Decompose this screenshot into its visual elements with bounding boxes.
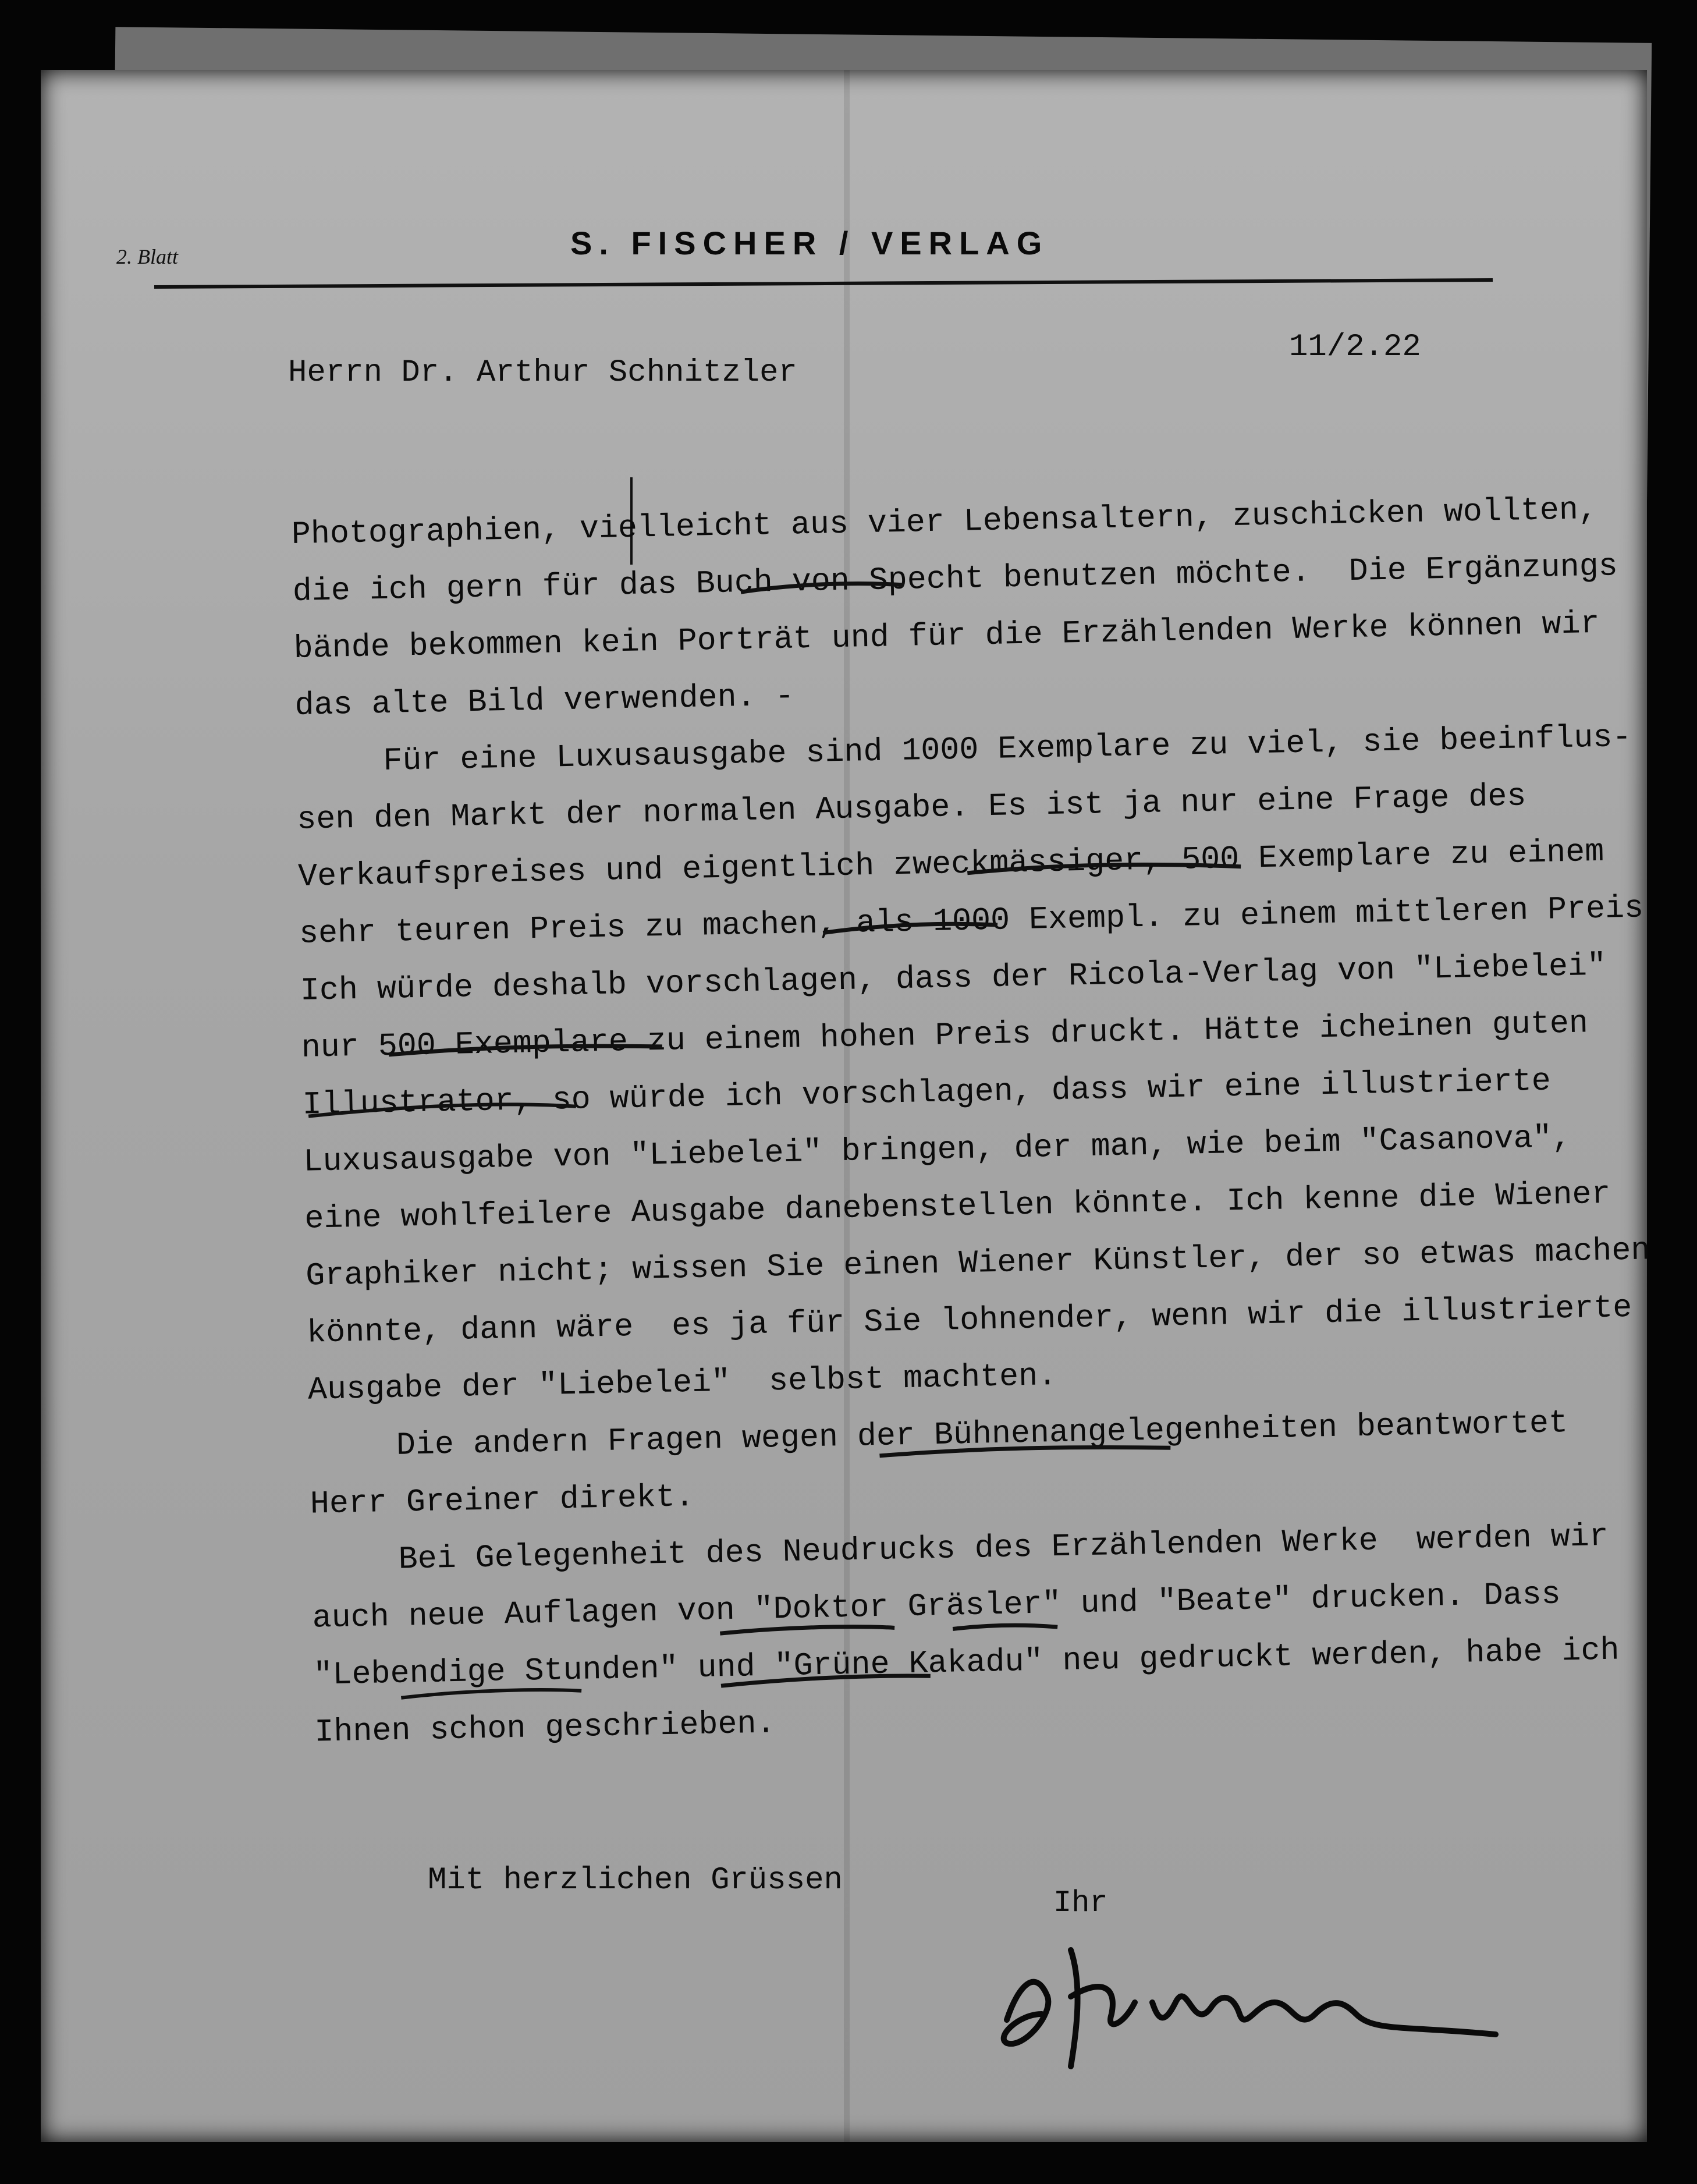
body-line: Luxusausgabe von "Liebelei" bringen, der man, wie beim "Casanova", — [303, 1119, 1572, 1180]
body-line: Verkaufspreises und eigentlich zweckmässiger, 500 Exemplare zu einem — [297, 833, 1604, 895]
signature — [984, 1915, 1507, 2078]
closing-greeting: Mit herzlichen Grüssen — [428, 1863, 843, 1898]
body-line: Ich würde deshalb vorschlagen, dass der Ricola-Verlag von "Liebelei" — [300, 947, 1607, 1009]
sheet-number: 2. Blatt — [116, 245, 178, 268]
body-line: Für eine Luxusausgabe sind 1000 Exemplare zu viel, sie beeinflus- — [382, 718, 1632, 780]
body-line: sen den Markt der normalen Ausgabe. Es ist ja nur eine Frage des — [296, 778, 1526, 838]
body-line: sehr teuren Preis zu machen, als 1000 Exempl. zu einem mittleren Preis — [299, 889, 1644, 952]
body-line: Graphiker nicht; wissen Sie einen Wiener Künstler, der so etwas machen — [305, 1232, 1650, 1295]
body-line: bände bekommen kein Porträt und für die Erzählenden Werke können wir — [293, 605, 1600, 667]
body-line: Herr Greiner direkt. — [310, 1479, 695, 1523]
body-line: Ausgabe der "Liebelei" selbst machten. — [307, 1357, 1057, 1409]
body-line: könnte, dann wäre es ja für Sie lohnender, wenn wir die illustrierte — [306, 1289, 1632, 1352]
body-line: Die andern Fragen wegen der Bühnenangelegenheiten beantwortet — [396, 1405, 1568, 1464]
letter-body — [291, 482, 1650, 1761]
body-line: eine wohlfeilere Ausgabe danebenstellen könnte. Ich kenne die Wiener — [304, 1175, 1611, 1238]
salutation-end: Ihr — [1053, 1886, 1108, 1920]
recipient: Herrn Dr. Arthur Schnitzler — [288, 355, 797, 391]
body-line: das alte Bild verwenden. - — [294, 678, 795, 724]
body-line: Ihnen schon geschrieben. — [314, 1705, 776, 1751]
body-line: auch neue Auflagen von "Doktor Gräsler" und "Beate" drucken. Dass — [312, 1576, 1561, 1637]
body-line: die ich gern für das Buch von Specht benutzen möchte. Die Ergänzungs — [292, 548, 1618, 610]
body-line: Illustrator, so würde ich vorschlagen, dass wir eine illustrierte — [302, 1062, 1552, 1123]
body-line: Bei Gelegenheit des Neudrucks des Erzählenden Werke werden wir — [398, 1518, 1609, 1578]
letterhead: S. FISCHER / VERLAG — [570, 225, 1049, 261]
body-line: nur 500 Exemplare zu einem hohen Preis druckt. Hätte icheinen guten — [301, 1005, 1589, 1066]
body-line: Photographien, vielleicht aus vier Lebensaltern, zuschicken wollten, — [291, 491, 1598, 553]
letter-date: 11/2.22 — [1289, 329, 1421, 365]
body-line: "Lebendige Stunden" und "Grüne Kakadu" neu gedruckt werden, habe ich — [313, 1632, 1620, 1694]
